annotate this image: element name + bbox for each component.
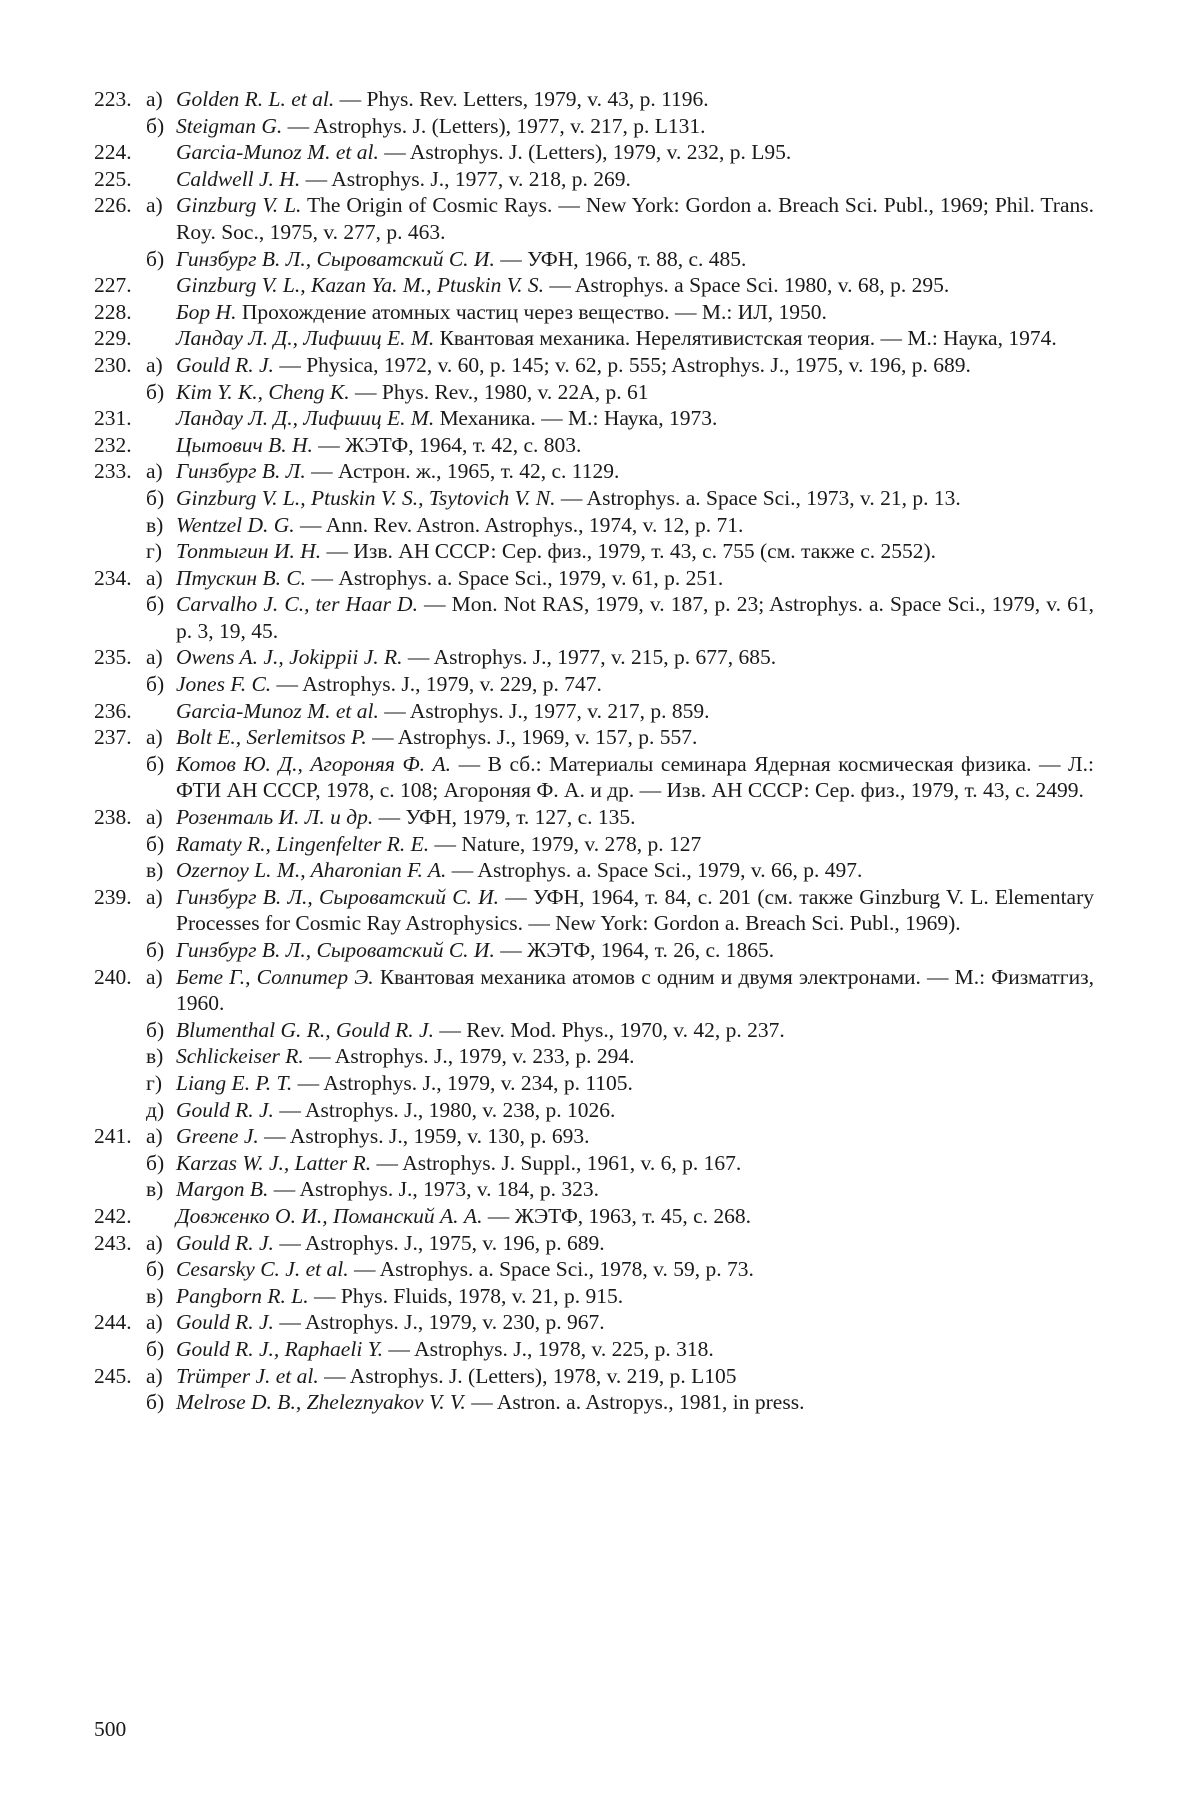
- reference-item: [94, 246, 1094, 273]
- reference-text: [176, 565, 1094, 592]
- reference-number: 226.: [94, 193, 132, 218]
- reference-number: 240.: [94, 964, 132, 989]
- reference-authors: Цытович В. Н.: [176, 432, 313, 457]
- reference-authors: Karzas W. J., Latter R.: [176, 1150, 372, 1175]
- reference-citation: — Astrophys. J., 1979, v. 234, p. 1105.: [292, 1070, 633, 1095]
- reference-citation: — Astrophys. J. (Letters), 1979, v. 232, p. L95.: [378, 140, 792, 165]
- reference-entry: [94, 1230, 1094, 1310]
- reference-text: [176, 432, 1094, 459]
- reference-citation: — Astrophys. J., 1978, v. 225, p. 318.: [383, 1336, 714, 1361]
- reference-entry: [94, 458, 1094, 564]
- sub-reference-letter: б): [146, 592, 165, 617]
- reference-item: [94, 751, 1094, 804]
- reference-authors: Gould R. J.: [176, 1230, 274, 1255]
- reference-authors: Бор Н.: [176, 299, 237, 324]
- reference-text: [176, 325, 1094, 352]
- reference-item: [94, 831, 1094, 858]
- reference-item: [94, 565, 1094, 592]
- reference-authors: Trümper J. et al.: [176, 1363, 319, 1388]
- reference-item: [94, 352, 1094, 379]
- reference-citation: — Phys. Fluids, 1978, v. 21, p. 915.: [308, 1283, 624, 1308]
- reference-authors: Довженко О. И., Поманский А. А.: [176, 1203, 483, 1228]
- reference-authors: Гинзбург В. Л., Сыроватский С. И.: [176, 884, 500, 909]
- reference-text: [176, 246, 1094, 273]
- reference-citation: — Astrophys. J., 1977, v. 215, p. 677, 685.: [402, 645, 777, 670]
- reference-citation: — Astrophys. a. Space Sci., 1978, v. 59, p. 73.: [348, 1257, 754, 1282]
- reference-citation: — Nature, 1979, v. 278, p. 127: [429, 831, 702, 856]
- page-number: 500: [94, 1717, 127, 1741]
- reference-citation: — Mon. Not RAS, 1979, v. 187, p. 23; Astrophys. a. Space Sci., 1979, v. 61, p. 3, 19, 45.: [176, 592, 1094, 643]
- reference-text: [176, 139, 1094, 166]
- reference-authors: Liang E. P. T.: [176, 1070, 293, 1095]
- reference-number: 244.: [94, 1310, 132, 1335]
- reference-text: [176, 458, 1094, 485]
- reference-text: [176, 751, 1094, 804]
- sub-reference-letter: а): [146, 1124, 163, 1149]
- reference-text: [176, 1363, 1094, 1390]
- reference-item: [94, 724, 1094, 751]
- reference-authors: Caldwell J. H.: [176, 166, 301, 191]
- reference-citation: The Origin of Cosmic Rays. — New York: Gordon a. Breach Sci. Publ., 1969; Phil. Trans. Roy. Soc., 1975, v. 277, p. 463.: [176, 193, 1094, 244]
- sub-reference-letter: в): [146, 1044, 164, 1069]
- reference-citation: — УФН, 1964, т. 84, с. 201 (см. также Ginzburg V. L. Elementary Processes for Cosmic Ray Astrophysics. — New York: Gordon a. Breach Sci. Publ., 1969).: [176, 884, 1095, 936]
- reference-authors: Pangborn R. L.: [176, 1283, 309, 1308]
- reference-entry: [94, 432, 1094, 459]
- reference-text: [176, 352, 1094, 379]
- reference-item: [94, 644, 1094, 671]
- reference-text: [176, 1070, 1094, 1097]
- reference-text: [176, 538, 1094, 565]
- reference-number: 229.: [94, 326, 132, 351]
- reference-citation: Механика. — М.: Наука, 1973.: [434, 406, 718, 431]
- reference-authors: Ramaty R., Lingenfelter R. E.: [176, 831, 430, 856]
- sub-reference-letter: в): [146, 858, 164, 883]
- reference-citation: Квантовая механика атомов с одним и двумя электронами. — М.: Физматгиз, 1960.: [176, 964, 1094, 1016]
- sub-reference-letter: а): [146, 459, 163, 484]
- reference-entry: [94, 1309, 1094, 1362]
- reference-citation: Квантовая механика. Нерелятивистская теория. — М.: Наука, 1974.: [434, 326, 1057, 351]
- reference-number: 245.: [94, 1363, 132, 1388]
- reference-text: [176, 831, 1094, 858]
- reference-item: [94, 1017, 1094, 1044]
- reference-entry: [94, 964, 1094, 1124]
- reference-text: [176, 1123, 1094, 1150]
- reference-entry: [94, 884, 1094, 964]
- reference-text: [176, 272, 1094, 299]
- reference-text: [176, 1230, 1094, 1257]
- reference-number: 237.: [94, 725, 132, 750]
- reference-text: [176, 166, 1094, 193]
- reference-citation: — Ann. Rev. Astron. Astrophys., 1974, v. 12, p. 71.: [294, 512, 744, 537]
- reference-text: [176, 299, 1094, 326]
- reference-text: [176, 1256, 1094, 1283]
- reference-text: [176, 192, 1094, 245]
- reference-text: [176, 1309, 1094, 1336]
- reference-entry: [94, 192, 1094, 272]
- reference-authors: Melrose D. B., Zheleznyakov V. V.: [176, 1390, 466, 1415]
- reference-item: [94, 1336, 1094, 1363]
- reference-authors: Jones F. C.: [176, 672, 272, 697]
- reference-citation: Прохождение атомных частиц через вещество. — М.: ИЛ, 1950.: [236, 299, 827, 324]
- reference-citation: — Phys. Rev. Letters, 1979, v. 43, p. 1196.: [334, 87, 709, 111]
- sub-reference-letter: г): [146, 1070, 162, 1095]
- reference-item: [94, 299, 1094, 326]
- sub-reference-letter: в): [146, 512, 164, 537]
- reference-item: [94, 1150, 1094, 1177]
- reference-authors: Kim Y. K., Cheng K.: [176, 379, 350, 404]
- reference-authors: Ландау Л. Д., Лифшиц Е. М.: [176, 326, 435, 351]
- reference-number: 239.: [94, 884, 132, 909]
- sub-reference-letter: в): [146, 1283, 164, 1308]
- reference-item: [94, 1070, 1094, 1097]
- reference-item: [94, 591, 1094, 644]
- reference-authors: Golden R. L. et al.: [176, 87, 335, 111]
- reference-item: [94, 485, 1094, 512]
- reference-authors: Гинзбург В. Л., Сыроватский С. И.: [176, 938, 495, 962]
- reference-item: [94, 86, 1094, 113]
- sub-reference-letter: а): [146, 1363, 163, 1388]
- reference-text: [176, 113, 1094, 140]
- sub-reference-letter: б): [146, 1390, 165, 1415]
- reference-entry: [94, 698, 1094, 725]
- reference-citation: — Astrophys. J. Suppl., 1961, v. 6, p. 167.: [371, 1150, 742, 1175]
- reference-authors: Steigman G.: [176, 113, 283, 138]
- reference-authors: Ginzburg V. L., Ptuskin V. S., Tsytovich V. N.: [176, 485, 556, 510]
- reference-citation: — ЖЭТФ, 1963, т. 45, с. 268.: [482, 1203, 752, 1228]
- reference-item: [94, 272, 1094, 299]
- reference-authors: Wentzel D. G.: [176, 512, 295, 537]
- reference-entry: [94, 272, 1094, 299]
- reference-item: [94, 1176, 1094, 1203]
- reference-authors: Ginzburg V. L., Kazan Ya. M., Ptuskin V. S.: [176, 273, 544, 298]
- sub-reference-letter: б): [146, 751, 165, 776]
- reference-citation: — ЖЭТФ, 1964, т. 42, с. 803.: [312, 432, 582, 457]
- reference-entry: [94, 724, 1094, 804]
- reference-citation: — Astrophys. J., 1980, v. 238, p. 1026.: [273, 1097, 616, 1122]
- reference-list: [94, 86, 1094, 1416]
- reference-text: [176, 857, 1094, 884]
- reference-item: [94, 379, 1094, 406]
- reference-entry: [94, 644, 1094, 697]
- reference-item: [94, 804, 1094, 831]
- sub-reference-letter: б): [146, 485, 165, 510]
- reference-citation: — Astrophys. J., 1959, v. 130, p. 693.: [258, 1124, 590, 1149]
- reference-entry: [94, 565, 1094, 645]
- reference-citation: — УФН, 1966, т. 88, с. 485.: [494, 246, 747, 271]
- reference-text: [176, 591, 1094, 644]
- reference-text: [176, 724, 1094, 751]
- reference-number: 230.: [94, 352, 132, 377]
- reference-item: [94, 1043, 1094, 1070]
- reference-text: [176, 1336, 1094, 1363]
- reference-citation: — УФН, 1979, т. 127, с. 135.: [373, 805, 636, 830]
- reference-citation: — Astrophys. a. Space Sci., 1973, v. 21, p. 13.: [555, 485, 961, 510]
- reference-number: 238.: [94, 805, 132, 830]
- reference-number: 235.: [94, 645, 132, 670]
- sub-reference-letter: б): [146, 1257, 165, 1282]
- sub-reference-letter: б): [146, 379, 165, 404]
- reference-text: [176, 884, 1094, 937]
- reference-text: [176, 1043, 1094, 1070]
- reference-text: [176, 964, 1094, 1017]
- reference-authors: Bolt E., Serlemitsos P.: [176, 725, 367, 750]
- reference-authors: Cesarsky C. J. et al.: [176, 1257, 349, 1282]
- reference-authors: Owens A. J., Jokippii J. R.: [176, 645, 403, 670]
- reference-item: [94, 512, 1094, 539]
- reference-authors: Gould R. J., Raphaeli Y.: [176, 1336, 384, 1361]
- reference-text: [176, 1283, 1094, 1310]
- reference-text: [176, 1203, 1094, 1230]
- reference-item: [94, 1363, 1094, 1390]
- reference-number: 232.: [94, 432, 132, 457]
- reference-text: [176, 1097, 1094, 1124]
- sub-reference-letter: а): [146, 805, 163, 830]
- reference-citation: — Astrophys. a. Space Sci., 1979, v. 61, p. 251.: [306, 565, 724, 590]
- reference-text: [176, 379, 1094, 406]
- reference-entry: [94, 1123, 1094, 1203]
- reference-entry: [94, 86, 1094, 139]
- reference-authors: Carvalho J. C., ter Haar D.: [176, 592, 418, 617]
- reference-entry: [94, 352, 1094, 405]
- reference-item: [94, 698, 1094, 725]
- reference-citation: — Astrophys. J., 1975, v. 196, p. 689.: [273, 1230, 605, 1255]
- reference-authors: Ландау Л. Д., Лифшиц Е. М.: [176, 406, 435, 431]
- reference-authors: Blumenthal G. R., Gould R. J.: [176, 1017, 434, 1042]
- reference-authors: Gould R. J.: [176, 1310, 274, 1335]
- reference-item: [94, 458, 1094, 485]
- reference-entry: [94, 299, 1094, 326]
- reference-citation: — Phys. Rev., 1980, v. 22A, p. 61: [349, 379, 649, 404]
- reference-item: [94, 1283, 1094, 1310]
- sub-reference-letter: б): [146, 1336, 165, 1361]
- reference-number: 243.: [94, 1230, 132, 1255]
- reference-text: [176, 937, 1094, 964]
- reference-authors: Розенталь И. Л. и др.: [176, 805, 374, 830]
- reference-text: [176, 671, 1094, 698]
- reference-authors: Gould R. J.: [176, 352, 274, 377]
- reference-citation: — Rev. Mod. Phys., 1970, v. 42, p. 237.: [433, 1017, 785, 1042]
- reference-citation: — Astrophys. J., 1977, v. 217, p. 859.: [378, 698, 710, 723]
- reference-text: [176, 485, 1094, 512]
- reference-citation: — Астрон. ж., 1965, т. 42, с. 1129.: [305, 459, 620, 484]
- reference-entry: [94, 1363, 1094, 1416]
- reference-number: 234.: [94, 565, 132, 590]
- reference-authors: Greene J.: [176, 1124, 259, 1149]
- reference-item: [94, 1389, 1094, 1416]
- reference-number: 227.: [94, 273, 132, 298]
- reference-citation: — Astron. a. Astropys., 1981, in press.: [465, 1390, 805, 1415]
- reference-item: [94, 1123, 1094, 1150]
- reference-text: [176, 1017, 1094, 1044]
- reference-citation: — Astrophys. J. (Letters), 1977, v. 217, p. L131.: [282, 113, 706, 138]
- reference-item: [94, 1256, 1094, 1283]
- sub-reference-letter: г): [146, 539, 162, 564]
- reference-authors: Гинзбург В. Л., Сыроватский С. И.: [176, 246, 495, 271]
- reference-citation: — В сб.: Материалы семинара Ядерная космическая физика. — Л.: ФТИ АН СССР, 1978, с. 108; Агороняя Ф. А. и др. — Изв. АН СССР: Сер. физ., 1979, т. 43, с. 2499.: [176, 751, 1094, 803]
- reference-number: 231.: [94, 406, 132, 431]
- sub-reference-letter: б): [146, 938, 165, 962]
- reference-number: 241.: [94, 1124, 132, 1149]
- reference-item: [94, 1309, 1094, 1336]
- reference-citation: — Astrophys. a Space Sci. 1980, v. 68, p. 295.: [543, 273, 950, 298]
- reference-entry: [94, 804, 1094, 884]
- sub-reference-letter: б): [146, 1150, 165, 1175]
- reference-item: [94, 432, 1094, 459]
- reference-text: [176, 512, 1094, 539]
- reference-citation: — Astrophys. J., 1979, v. 230, p. 967.: [273, 1310, 605, 1335]
- reference-number: 233.: [94, 459, 132, 484]
- sub-reference-letter: а): [146, 1310, 163, 1335]
- reference-item: [94, 538, 1094, 565]
- reference-number: 225.: [94, 166, 132, 191]
- reference-citation: — Astrophys. J. (Letters), 1978, v. 219, p. L105: [318, 1363, 737, 1388]
- sub-reference-letter: д): [146, 1097, 165, 1122]
- sub-reference-letter: а): [146, 565, 163, 590]
- reference-item: [94, 405, 1094, 432]
- reference-authors: Garcia-Munoz M. et al.: [176, 140, 379, 165]
- reference-item: [94, 1203, 1094, 1230]
- reference-authors: Бете Г., Солпитер Э.: [176, 964, 374, 989]
- reference-number: 224.: [94, 140, 132, 165]
- sub-reference-letter: а): [146, 884, 163, 909]
- sub-reference-letter: а): [146, 725, 163, 750]
- reference-text: [176, 804, 1094, 831]
- reference-authors: Котов Ю. Д., Агороняя Ф. А.: [176, 751, 452, 776]
- reference-citation: — Astrophys. J., 1979, v. 229, p. 747.: [271, 672, 602, 697]
- reference-citation: — Изв. АН СССР: Сер. физ., 1979, т. 43, с. 755 (см. также с. 2552).: [321, 539, 937, 564]
- reference-citation: — ЖЭТФ, 1964, т. 26, с. 1865.: [494, 938, 775, 962]
- sub-reference-letter: а): [146, 87, 163, 111]
- reference-item: [94, 325, 1094, 352]
- reference-citation: — Astrophys. J., 1977, v. 218, p. 269.: [300, 166, 631, 191]
- reference-item: [94, 937, 1094, 964]
- reference-entry: [94, 166, 1094, 193]
- reference-text: [176, 698, 1094, 725]
- reference-entry: [94, 325, 1094, 352]
- reference-authors: Ginzburg V. L.: [176, 193, 302, 218]
- reference-item: [94, 964, 1094, 1017]
- reference-item: [94, 139, 1094, 166]
- sub-reference-letter: а): [146, 964, 163, 989]
- sub-reference-letter: в): [146, 1177, 164, 1202]
- reference-number: 242.: [94, 1203, 132, 1228]
- reference-number: 236.: [94, 698, 132, 723]
- reference-authors: Ozernoy L. M., Aharonian F. A.: [176, 858, 447, 883]
- reference-item: [94, 671, 1094, 698]
- reference-item: [94, 192, 1094, 245]
- sub-reference-letter: б): [146, 672, 165, 697]
- reference-authors: Птускин В. С.: [176, 565, 307, 590]
- reference-citation: — Astrophys. J., 1973, v. 184, p. 323.: [268, 1177, 600, 1202]
- reference-text: [176, 405, 1094, 432]
- sub-reference-letter: б): [146, 1017, 165, 1042]
- reference-text: [176, 1176, 1094, 1203]
- sub-reference-letter: а): [146, 645, 163, 670]
- reference-item: [94, 857, 1094, 884]
- sub-reference-letter: а): [146, 352, 163, 377]
- sub-reference-letter: а): [146, 1230, 163, 1255]
- reference-number: 228.: [94, 299, 132, 324]
- reference-authors: Гинзбург В. Л.: [176, 459, 306, 484]
- reference-text: [176, 1389, 1094, 1416]
- reference-text: [176, 86, 1094, 113]
- reference-citation: — Astrophys. J., 1969, v. 157, p. 557.: [366, 725, 698, 750]
- reference-citation: — Astrophys. J., 1979, v. 233, p. 294.: [303, 1044, 635, 1069]
- reference-entry: [94, 405, 1094, 432]
- reference-authors: Топтыгин И. Н.: [176, 539, 322, 564]
- sub-reference-letter: б): [146, 113, 165, 138]
- reference-item: [94, 884, 1094, 937]
- reference-text: [176, 644, 1094, 671]
- sub-reference-letter: а): [146, 193, 163, 218]
- reference-authors: Gould R. J.: [176, 1097, 274, 1122]
- sub-reference-letter: б): [146, 831, 165, 856]
- sub-reference-letter: б): [146, 246, 165, 271]
- reference-item: [94, 113, 1094, 140]
- reference-entry: [94, 1203, 1094, 1230]
- reference-citation: — Physica, 1972, v. 60, p. 145; v. 62, p. 555; Astrophys. J., 1975, v. 196, p. 689.: [273, 352, 971, 377]
- reference-authors: Garcia-Munoz M. et al.: [176, 698, 379, 723]
- reference-entry: [94, 139, 1094, 166]
- reference-number: 223.: [94, 87, 132, 111]
- reference-authors: Margon B.: [176, 1177, 269, 1202]
- reference-item: [94, 166, 1094, 193]
- reference-authors: Schlickeiser R.: [176, 1044, 304, 1069]
- reference-citation: — Astrophys. a. Space Sci., 1979, v. 66, p. 497.: [446, 858, 863, 883]
- reference-item: [94, 1097, 1094, 1124]
- reference-item: [94, 1230, 1094, 1257]
- reference-text: [176, 1150, 1094, 1177]
